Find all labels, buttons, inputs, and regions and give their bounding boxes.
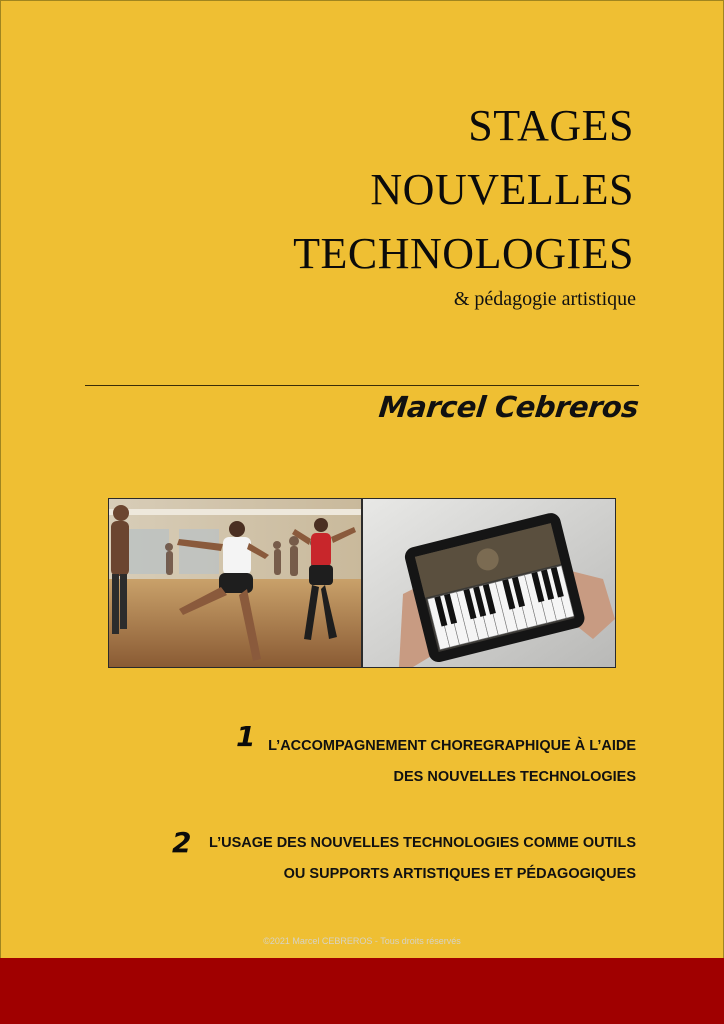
item-2-line-1: L’USAGE DES NOUVELLES TECHNOLOGIES COMME OUTILS: [209, 835, 636, 851]
divider: [85, 385, 639, 386]
footer-bar: [0, 958, 724, 1024]
page-title: [293, 94, 634, 286]
title-line-1: STAGES: [468, 101, 634, 150]
item-1-line-1: L’ACCOMPAGNEMENT CHOREGRAPHIQUE À L’AIDE: [268, 738, 636, 754]
item-number-2: 2: [172, 826, 192, 859]
copyright-notice: ©2021 Marcel CEBREROS - Tous droits réservés: [263, 936, 461, 946]
subtitle: & pédagogie artistique: [453, 288, 636, 310]
item-2-line-2: OU SUPPORTS ARTISTIQUES ET PÉDAGOGIQUES: [283, 866, 636, 882]
title-line-2: NOUVELLES: [370, 165, 634, 214]
tablet-piano-photo: [362, 498, 616, 668]
item-text-1: [268, 731, 636, 793]
dancers-photo: [108, 498, 362, 668]
title-line-3: TECHNOLOGIES: [293, 229, 634, 278]
item-text-2: [209, 828, 636, 890]
author-name: Marcel Cebreros: [376, 390, 640, 424]
item-number-1: 1: [236, 720, 256, 753]
item-1-line-2: DES NOUVELLES TECHNOLOGIES: [393, 769, 636, 785]
